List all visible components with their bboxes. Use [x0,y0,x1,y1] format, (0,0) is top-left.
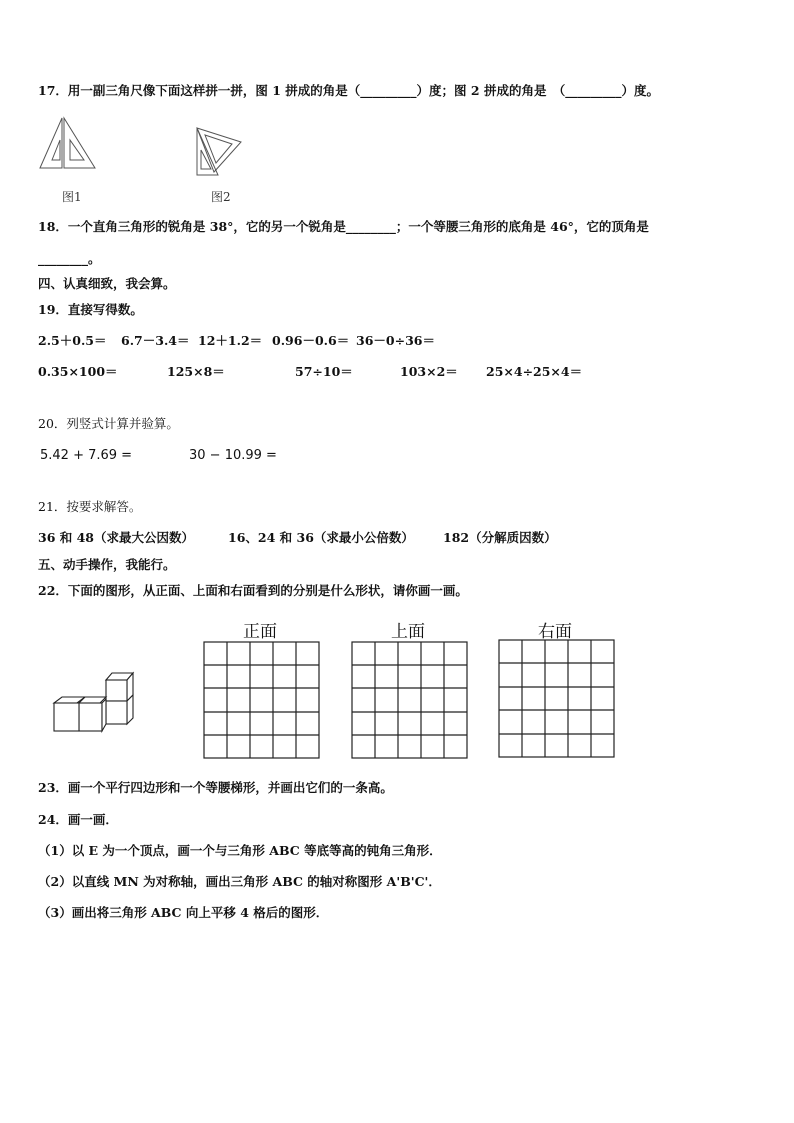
q24-item2: （2）以直线 MN 为对称轴，画出三角形 ABC 的轴对称图形 A'B'C'． [38,874,441,889]
q17-text: 17．用一副三角尺像下面这样拼一拼，图 1 拼成的角是（_________）度；图 2 拼成的角是 （_________）度。 [38,83,659,98]
figure2-label: 图2 [211,190,231,204]
q21-item2: 16、24 和 36（求最小公倍数） [228,530,414,545]
q19-r1-c4: 0.96－0.6＝ [272,333,350,348]
grid-front [204,642,319,758]
q19-r2-c5: 25×4÷25×4＝ [486,364,583,379]
grid-top [352,642,467,758]
figure1-label: 图1 [62,190,82,204]
q24-title: 24．画一画． [38,812,118,827]
section5-heading: 五、动手操作，我能行。 [38,557,176,572]
q19-title: 19．直接写得数。 [38,302,143,317]
q20-item2: 30 − 10.99 = [189,448,277,463]
section4-heading: 四、认真细致，我会算。 [38,276,176,291]
q19-r2-c2: 125×8＝ [167,364,225,379]
view-right-label: 右面 [538,622,572,642]
q19-r2-c1: 0.35×100＝ [38,364,118,379]
q19-r2-c3: 57÷10＝ [295,364,353,379]
view-top-label: 上面 [391,622,425,642]
q19-r2-c4: 103×2＝ [400,364,458,379]
q19-r1-c1: 2.5＋0.5＝ [38,333,107,348]
cube-stack [54,673,133,731]
view-front-label: 正面 [243,622,277,642]
q19-r1-c5: 36－0÷36＝ [356,333,435,348]
q20-item1: 5.42 + 7.69 = [40,448,133,463]
grid-right [499,640,614,757]
q20-title: 20．列竖式计算并验算。 [38,416,179,431]
q24-item1: （1）以 E 为一个顶点，画一个与三角形 ABC 等底等高的钝角三角形． [38,843,442,858]
q21-title: 21．按要求解答。 [38,499,142,514]
q22-title: 22．下面的图形，从正面、上面和右面看到的分别是什么形状，请你画一画。 [38,583,468,598]
q19-r1-c3: 12＋1.2＝ [198,333,263,348]
q21-item1: 36 和 48（求最大公因数） [38,530,194,545]
q21-item3: 182（分解质因数） [443,530,557,545]
q18-line2: ________。 [38,251,101,266]
q24-item3: （3）画出将三角形 ABC 向上平移 4 格后的图形． [38,905,329,920]
q18-line1: 18．一个直角三角形的锐角是 38°，它的另一个锐角是________；一个等腰三角形的底角是 46°，它的顶角是 [38,219,649,234]
q19-r1-c2: 6.7－3.4＝ [121,333,190,348]
q23-title: 23．画一个平行四边形和一个等腰梯形，并画出它们的一条高。 [38,780,393,795]
